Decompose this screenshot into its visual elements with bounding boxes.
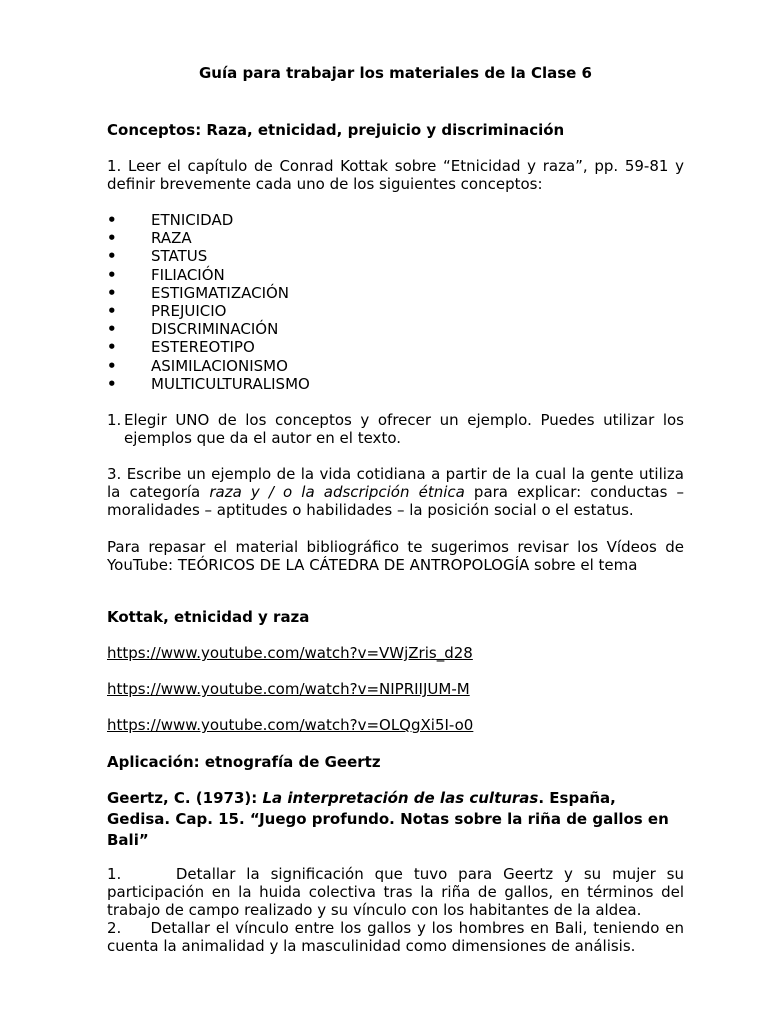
geertz-questions	[107, 865, 684, 955]
question-2-number: 1.	[107, 411, 122, 429]
geertz-reference-rest: . España, Gedisa. Cap. 15. “Juego profundo. Notas sobre la riña de gallos en Bali”	[107, 789, 669, 849]
document-title: Guía para trabajar los materiales de la Clase 6	[199, 64, 592, 82]
question-3	[107, 465, 684, 519]
geertz-reference-book: La interpretación de las culturas	[262, 789, 539, 807]
concept-item: • PREJUICIO	[107, 302, 684, 320]
youtube-link-2[interactable]: https://www.youtube.com/watch?v=NIPRIIJUM-M	[107, 680, 470, 698]
question-3-emphasis: raza y / o la adscripción étnica	[209, 483, 465, 501]
concept-item: • MULTICULTURALISMO	[107, 375, 684, 393]
question-2	[107, 411, 684, 447]
concept-item: • ASIMILACIONISMO	[107, 357, 684, 375]
question-3-text-a: 3. Escribe un ejemplo de la vida cotidiana a partir de la cual la gente utiliza la categoría	[107, 465, 684, 501]
concept-item: • DISCRIMINACIÓN	[107, 320, 684, 338]
youtube-link-1[interactable]: https://www.youtube.com/watch?v=VWjZris_d28	[107, 644, 473, 662]
concept-item: • RAZA	[107, 229, 684, 247]
question-1: 1. Leer el capítulo de Conrad Kottak sobre “Etnicidad y raza”, pp. 59-81 y definir brevemente cada uno de los siguientes conceptos:	[107, 157, 684, 193]
geertz-question-1: 1. Detallar la significación que tuvo para Geertz y su mujer su participación en la huida colectiva tras la riña de gallos, en términos del trabajo de campo realizado y su vínculo con los habitantes de la aldea.	[107, 865, 684, 919]
concept-item: • ETNICIDAD	[107, 211, 684, 229]
question-3-text-b: para explicar: conductas – moralidades – aptitudes o habilidades – la posición social o el estatus.	[107, 483, 684, 519]
section-heading-kottak: Kottak, etnicidad y raza	[107, 608, 310, 626]
concept-list	[107, 211, 684, 393]
concept-item: • STATUS	[107, 247, 684, 265]
geertz-reference-author: Geertz, C. (1973):	[107, 789, 263, 807]
geertz-question-2: 2. Detallar el vínculo entre los gallos y los hombres en Bali, teniendo en cuenta la animalidad y la masculinidad como dimensiones de análisis.	[107, 919, 684, 955]
concept-item: • ESTIGMATIZACIÓN	[107, 284, 684, 302]
youtube-link-3[interactable]: https://www.youtube.com/watch?v=OLQgXi5I-o0	[107, 716, 474, 734]
section-heading-concepts: Conceptos: Raza, etnicidad, prejuicio y discriminación	[107, 121, 565, 139]
concept-item: • FILIACIÓN	[107, 266, 684, 284]
geertz-reference	[107, 788, 684, 851]
question-2-text: Elegir UNO de los conceptos y ofrecer un ejemplo. Puedes utilizar los ejemplos que da el autor en el texto.	[124, 411, 684, 447]
section-heading-geertz: Aplicación: etnografía de Geertz	[107, 753, 381, 771]
review-paragraph: Para repasar el material bibliográfico te sugerimos revisar los Vídeos de YouTube: TEÓRICOS DE LA CÁTEDRA DE ANTROPOLOGÍA sobre el tema	[107, 538, 684, 574]
concept-item: • ESTEREOTIPO	[107, 338, 684, 356]
